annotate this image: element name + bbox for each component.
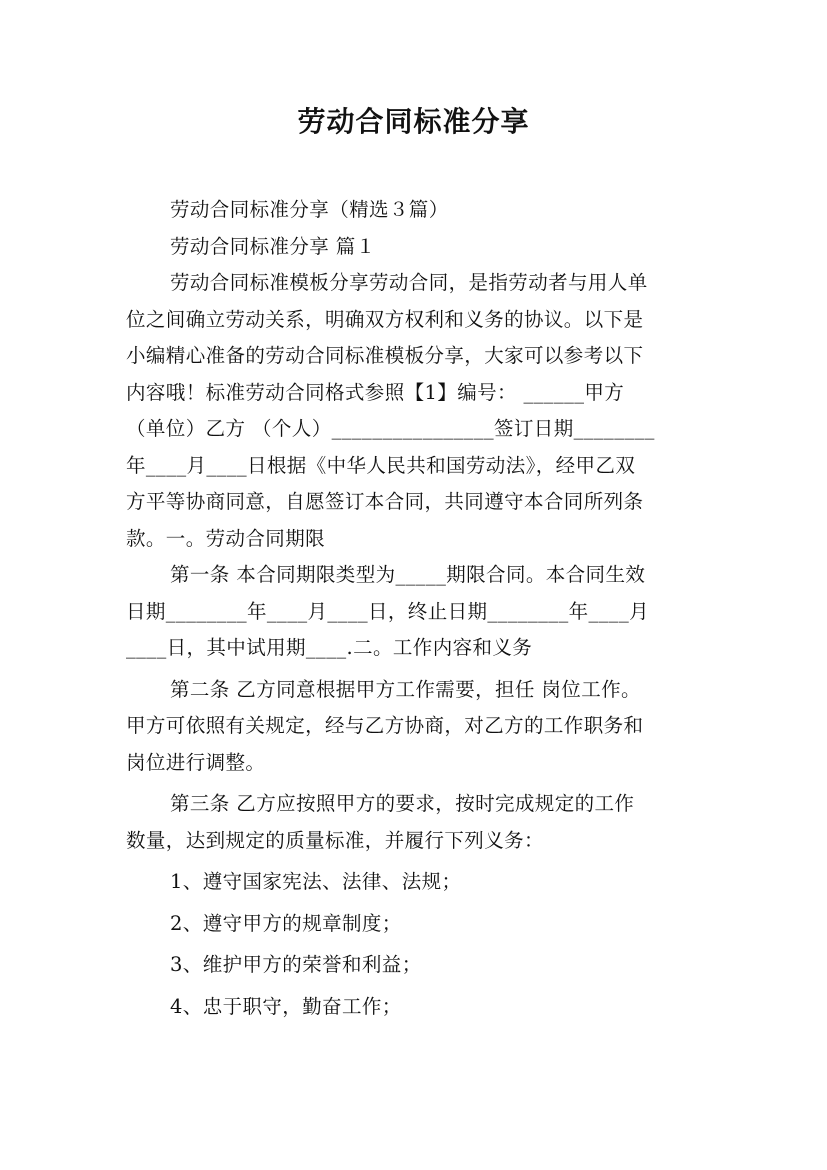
- document-title: 劳动合同标准分享: [297, 105, 530, 138]
- paragraph-line: ____日，其中试用期____.二。工作内容和义务: [126, 636, 533, 659]
- paragraph-line: 第二条 乙方同意根据甲方工作需要，担任 岗位工作。: [170, 677, 641, 701]
- paragraph-line: 款。一。劳动合同期限: [126, 526, 326, 550]
- list-item: 1、遵守国家宪法、法律、法规；: [170, 870, 462, 893]
- paragraph-line: 小编精心准备的劳动合同标准模板分享，大家可以参考以下: [126, 344, 644, 367]
- paragraph-line: 甲方可依照有关规定，经与乙方协商，对乙方的工作职务和: [126, 714, 644, 737]
- paragraph-line: 劳动合同标准分享（精选３篇）: [170, 198, 449, 221]
- paragraph-line: 方平等协商同意，自愿签订本合同，共同遵守本合同所列条: [126, 490, 644, 513]
- paragraph-line: （单位）乙方 （个人）________________签订日期________: [126, 417, 655, 440]
- paragraph-line: 位之间确立劳动关系，明确双方权利和义务的协议。以下是: [126, 307, 644, 331]
- paragraph-line: 内容哦！标准劳动合同格式参照【1】编号： ______甲方: [126, 380, 625, 404]
- paragraph-line: 第一条 本合同期限类型为_____期限合同。本合同生效: [170, 563, 646, 586]
- list-item: 4、忠于职守，勤奋工作；: [170, 994, 402, 1018]
- paragraph-line: 数量，达到规定的质量标准，并履行下列义务：: [126, 828, 544, 852]
- paragraph-line: 年____月____日根据《中华人民共和国劳动法》，经甲乙双: [126, 453, 636, 477]
- paragraph-line: 第三条 乙方应按照甲方的要求，按时完成规定的工作: [170, 792, 635, 815]
- list-item: 2、遵守甲方的规章制度；: [170, 911, 402, 935]
- paragraph-line: 岗位进行调整。: [126, 750, 266, 774]
- list-item: 3、维护甲方的荣誉和利益；: [170, 953, 422, 976]
- document-body: [126, 192, 706, 1025]
- paragraph-line: 日期________年____月____日，终止日期________年____月: [126, 599, 649, 623]
- paragraph-line: 劳动合同标准模板分享劳动合同，是指劳动者与用人单: [170, 271, 648, 294]
- paragraph-line: 劳动合同标准分享 篇１: [170, 234, 376, 258]
